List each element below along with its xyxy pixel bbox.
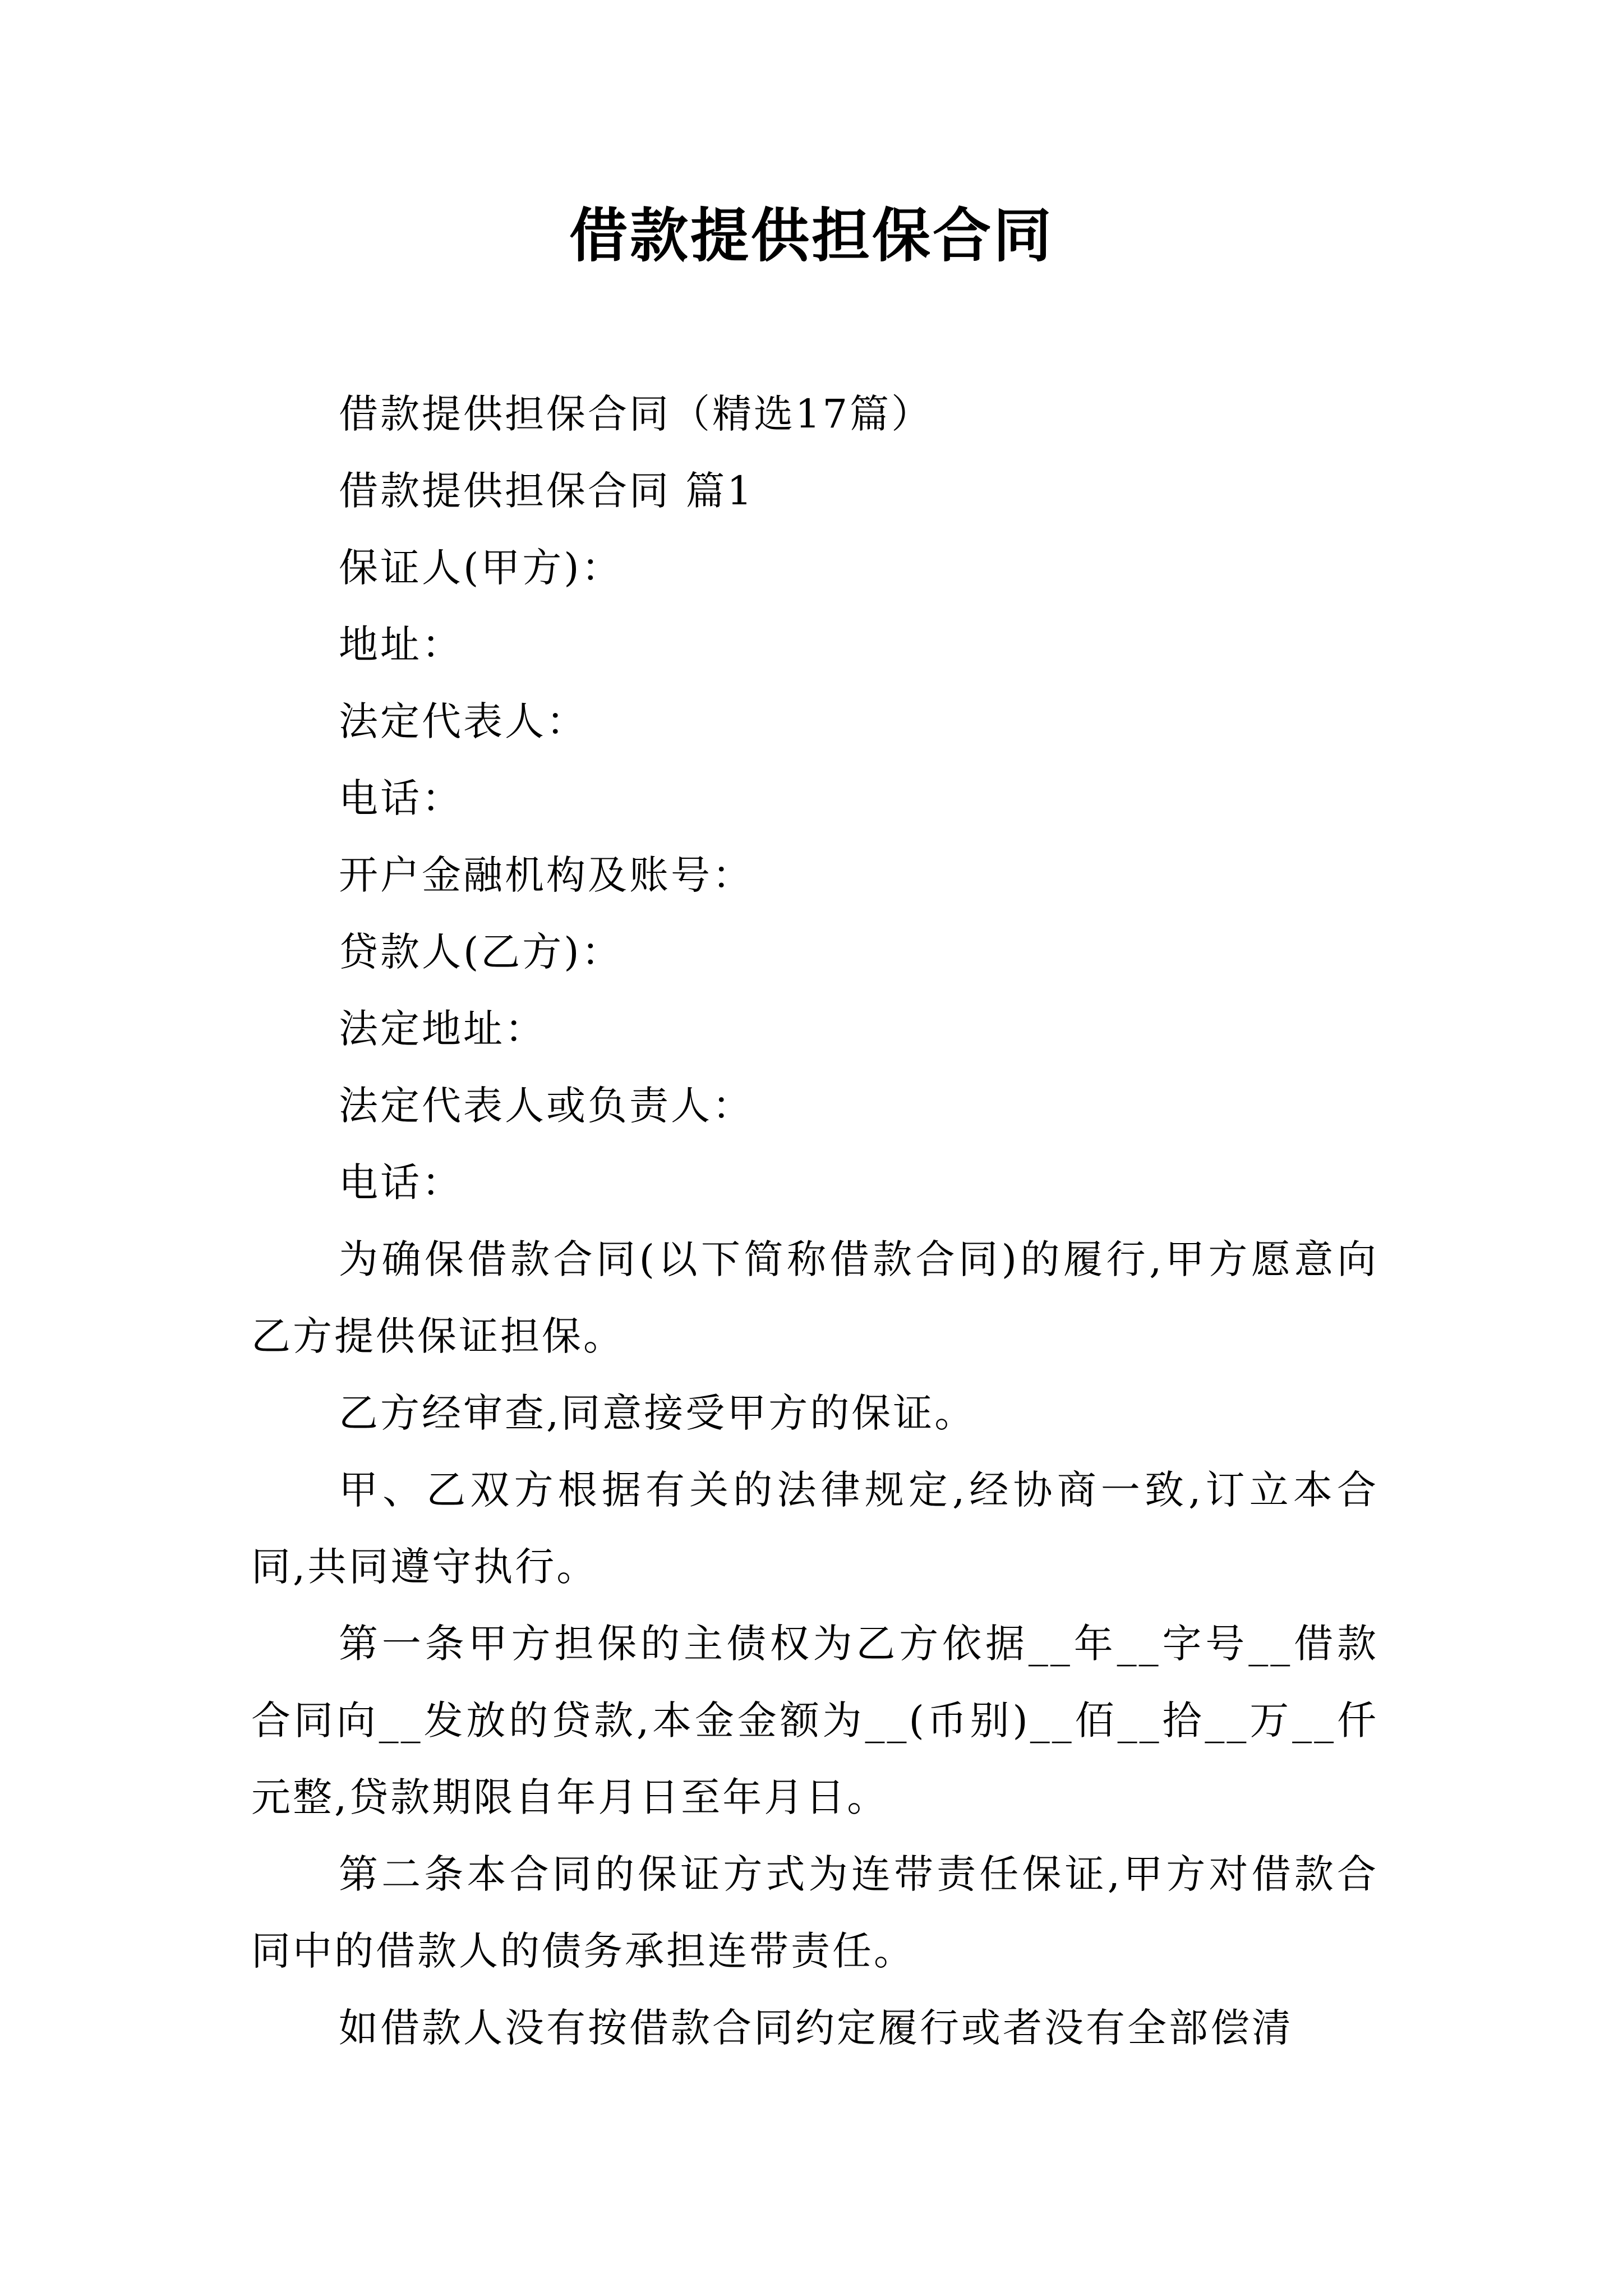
field-legal-representative: 法定代表人：	[339, 698, 588, 744]
field-guarantor: 保证人(甲方)：	[339, 545, 623, 591]
field-bank-account: 开户金融机构及账号：	[339, 852, 754, 898]
section-heading: 借款提供担保合同 篇1	[339, 468, 754, 514]
paragraph-article-2: 第二条本合同的保证方式为连带责任保证,甲方对借款合同中的借款人的债务承担连带责任。	[251, 1851, 1378, 1974]
field-lender: 贷款人(乙方)：	[339, 929, 623, 975]
field-lender-representative: 法定代表人或负责人：	[339, 1083, 754, 1129]
paragraph-article-1: 第一条甲方担保的主债权为乙方依据__年__字号__借款合同向__发放的贷款,本金金额为__(币别)__佰__拾__万__仟元整,贷款期限自年月日至年月日。	[251, 1621, 1378, 1820]
document-title: 借款提供担保合同	[569, 201, 1054, 270]
field-lender-phone: 电话：	[339, 1159, 463, 1205]
document-subtitle: 借款提供担保合同（精选17篇）	[339, 391, 933, 437]
paragraph-agreement: 甲、乙双方根据有关的法律规定,经协商一致,订立本合同,共同遵守执行。	[251, 1467, 1378, 1590]
field-guarantor-phone: 电话：	[339, 775, 463, 821]
paragraph-continuation: 如借款人没有按借款合同约定履行或者没有全部偿清	[339, 2005, 1293, 2051]
field-lender-address: 法定地址：	[339, 1006, 546, 1052]
paragraph-purpose: 为确保借款合同(以下简称借款合同)的履行,甲方愿意向乙方提供保证担保。	[251, 1236, 1378, 1359]
document-body	[251, 376, 1378, 2067]
field-guarantor-address: 地址：	[339, 622, 463, 668]
paragraph-acceptance: 乙方经审查,同意接受甲方的保证。	[339, 1390, 976, 1436]
